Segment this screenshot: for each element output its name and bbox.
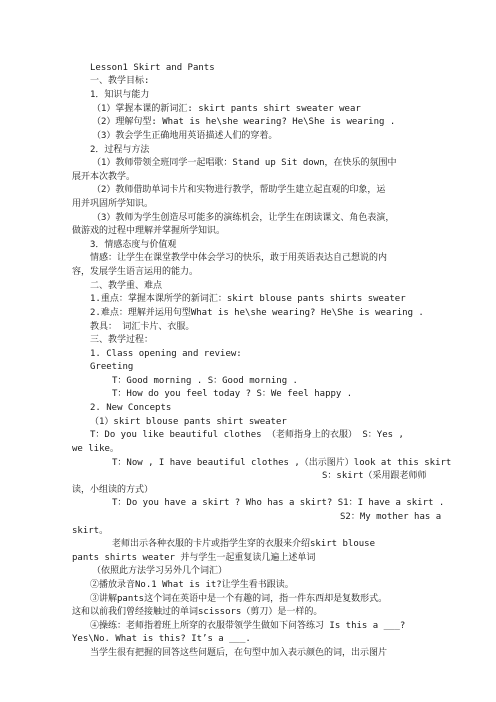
text-line: pants shirts weater 并与学生一起重复读几遍上述单词 [72,553,316,563]
text-line: 当学生很有把握的回答这些问题后，在句型中加入表示颜色的词，出示图片 [90,648,388,658]
section-heading: 二、教学重、难点 [90,281,163,291]
section-heading: 三、教学过程： [90,335,154,345]
text-line: ②播放录音No.1 What is it?让学生看书跟读。 [90,580,294,590]
dialogue-line: T：Do you like beautiful clothes （老师指身上的衣服） S：Yes , [90,430,404,440]
text-line: ④操练：老师指着班上所穿的衣服带领学生做如下问答练习 Is this a ___? [90,621,406,631]
dialogue-line: S：skirt（采用跟老师师 [322,471,427,481]
dialogue-line: T：Good morning . S：Good morning . [112,376,298,386]
subheading: 3．情感态度与价值观 [90,240,177,250]
lesson-title: Lesson1 Skirt and Pants [90,63,215,73]
text-line: （3）教师为学生创造尽可能多的演练机会，让学生在朗读课文、角色表演， [92,213,395,223]
dialogue-line: S2：My mother has a [340,512,442,522]
text-line: （2）教师借助单词卡片和实物进行教学，帮助学生建立起直观的印象，运 [92,185,386,195]
dialogue-line: 读，小组读的方式） [72,485,154,495]
text-line: （1）掌握本课的新词汇: skirt pants shirt sweater wear [92,104,361,114]
text-line: 1.重点：掌握本课所学的新词汇：skirt blouse pants shirts sweater [90,294,406,304]
subheading: 2．过程与方法 [90,145,150,155]
text-line: Yes\No. What is this? It’s a ___. [72,634,251,644]
dialogue-line: we like。 [72,444,119,454]
dialogue-line: skirt。 [72,526,109,536]
text-line: （2）理解句型: What is he\she wearing? He\She is wearing . [92,117,396,127]
subheading: 1．知识与能力 [90,90,150,100]
text-line: 1. Class opening and review: [90,349,242,359]
text-line: 做游戏的过程中理解并掌握所学知识。 [72,226,226,236]
section-heading: 一、教学目标: [90,76,150,86]
text-line: 情感：让学生在课堂教学中体会学习的快乐，敢于用英语表达自己想说的内 [90,253,388,263]
text-line: 展开本次教学。 [72,172,136,182]
text-line: （3）教会学生正确地用英语描述人们的穿着。 [92,131,278,141]
text-line: （1）skirt blouse pants shirt sweater [90,417,287,427]
text-line: 2. New Concepts [90,403,172,413]
text-line: 2.难点：理解并运用句型What is he\she wearing? He\She is wearing . [90,308,424,318]
dialogue-line: T：Do you have a skirt ? Who has a skirt? S1：I have a skirt . [112,498,445,508]
dialogue-line: T：How do you feel today ? S：We feel happy . [112,389,353,399]
text-line: 老师出示各种衣服的卡片或指学生穿的衣服来介绍skirt blouse [112,539,376,549]
dialogue-line: T：Now , I have beautiful clothes ,（出示图片）look at this skirt [112,458,452,468]
text-line: （1）教师带领全班同学一起唱歌：Stand up Sit down，在快乐的氛围中 [92,158,397,168]
text-line: Greeting [90,362,134,372]
text-line: 教具： 词汇卡片、衣服。 [90,322,195,332]
text-line: ③讲解pants这个词在英语中是一个有趣的词，指一件东西却是复数形式。 [90,594,388,604]
text-line: 这和以前我们曾经接触过的单词scissors（剪刀）是一样的。 [72,607,323,617]
text-line: 容，发展学生语言运用的能力。 [72,267,199,277]
text-line: （依照此方法学习另外几个词汇） [92,566,228,576]
text-line: 用并巩固所学知识。 [72,199,154,209]
